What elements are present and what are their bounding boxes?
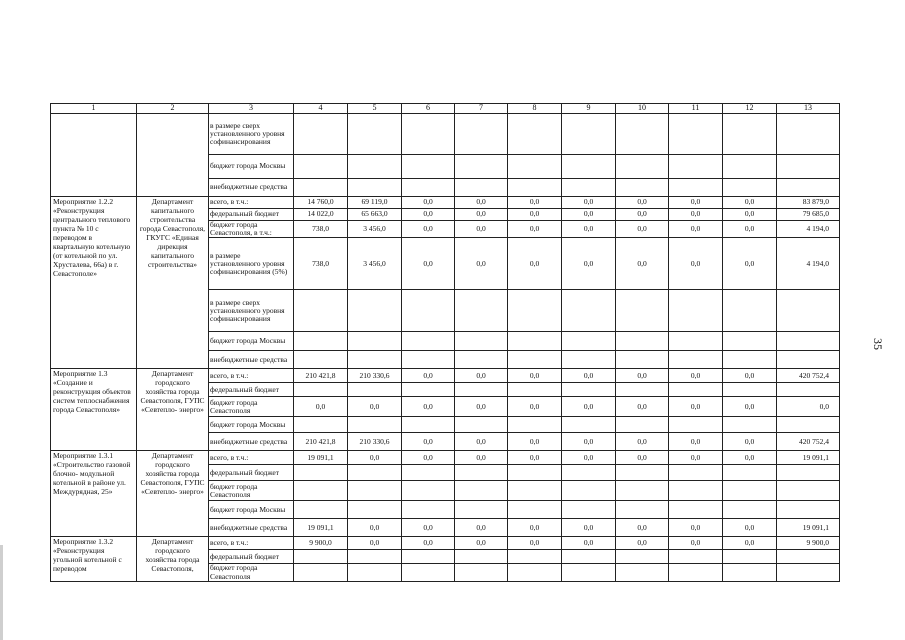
value-cell <box>777 290 840 332</box>
table-row <box>51 197 840 209</box>
table-row <box>51 537 840 550</box>
value-cell: 0,0 <box>723 238 777 290</box>
value-cell <box>294 417 348 433</box>
value-cell: 0,0 <box>616 369 669 383</box>
value-cell: 0,0 <box>508 197 562 209</box>
value-cell <box>294 155 348 179</box>
funding-source-cell: бюджет города Москвы <box>209 155 294 179</box>
header-cell: 13 <box>777 104 840 114</box>
value-cell: 0,0 <box>669 209 723 221</box>
value-cell <box>723 383 777 397</box>
value-cell: 0,0 <box>562 238 616 290</box>
value-cell: 79 685,0 <box>777 209 840 221</box>
value-cell <box>508 564 562 581</box>
value-cell: 0,0 <box>402 209 455 221</box>
value-cell <box>777 383 840 397</box>
header-cell: 1 <box>51 104 137 114</box>
value-cell <box>294 550 348 564</box>
value-cell <box>402 550 455 564</box>
value-cell: 0,0 <box>402 451 455 465</box>
value-cell: 0,0 <box>723 221 777 238</box>
value-cell: 0,0 <box>455 397 508 417</box>
value-cell: 0,0 <box>669 451 723 465</box>
value-cell: 0,0 <box>723 433 777 451</box>
value-cell: 0,0 <box>723 369 777 383</box>
value-cell <box>562 465 616 481</box>
table-row <box>51 451 840 465</box>
value-cell: 0,0 <box>616 519 669 537</box>
value-cell: 0,0 <box>455 197 508 209</box>
value-cell <box>348 550 402 564</box>
header-cell: 8 <box>508 104 562 114</box>
value-cell <box>616 417 669 433</box>
value-cell <box>348 465 402 481</box>
scan-edge-mark <box>0 545 3 640</box>
value-cell <box>669 501 723 519</box>
value-cell: 0,0 <box>402 397 455 417</box>
value-cell <box>616 114 669 155</box>
measure-title-cell: Мероприятие 1.3.1 «Строительство газовой блочно- модульной котельной в районе ул. Междурядная, 25» <box>51 451 137 537</box>
header-cell: 6 <box>402 104 455 114</box>
value-cell <box>348 481 402 501</box>
value-cell: 0,0 <box>723 537 777 550</box>
value-cell: 83 879,0 <box>777 197 840 209</box>
value-cell <box>402 155 455 179</box>
value-cell: 0,0 <box>669 369 723 383</box>
value-cell <box>562 383 616 397</box>
value-cell <box>723 155 777 179</box>
value-cell <box>777 550 840 564</box>
funding-source-cell: всего, в т.ч.: <box>209 537 294 550</box>
value-cell <box>723 564 777 581</box>
measure-title-cell: Мероприятие 1.3 «Создание и реконструкция объектов систем теплоснабжения города Севастополя» <box>51 369 137 451</box>
value-cell: 210 330,6 <box>348 433 402 451</box>
funding-source-cell: в размере сверх установленного уровня софинансирования <box>209 114 294 155</box>
value-cell <box>669 179 723 197</box>
value-cell <box>777 351 840 369</box>
value-cell <box>402 383 455 397</box>
value-cell <box>348 114 402 155</box>
value-cell: 0,0 <box>562 451 616 465</box>
value-cell: 0,0 <box>508 397 562 417</box>
value-cell: 0,0 <box>508 537 562 550</box>
value-cell <box>616 481 669 501</box>
executor-cell <box>137 114 209 197</box>
value-cell: 0,0 <box>616 433 669 451</box>
value-cell: 0,0 <box>455 433 508 451</box>
value-cell <box>723 179 777 197</box>
value-cell: 0,0 <box>562 433 616 451</box>
value-cell: 420 752,4 <box>777 369 840 383</box>
value-cell: 738,0 <box>294 238 348 290</box>
value-cell: 0,0 <box>669 433 723 451</box>
value-cell <box>616 550 669 564</box>
value-cell: 0,0 <box>616 197 669 209</box>
value-cell: 0,0 <box>402 238 455 290</box>
value-cell <box>508 550 562 564</box>
value-cell: 14 022,0 <box>294 209 348 221</box>
value-cell: 0,0 <box>455 209 508 221</box>
value-cell <box>669 114 723 155</box>
value-cell: 210 421,8 <box>294 433 348 451</box>
value-cell: 0,0 <box>348 397 402 417</box>
value-cell <box>508 114 562 155</box>
value-cell <box>616 383 669 397</box>
value-cell <box>508 501 562 519</box>
value-cell: 0,0 <box>348 451 402 465</box>
value-cell <box>508 481 562 501</box>
value-cell <box>402 417 455 433</box>
value-cell <box>402 501 455 519</box>
funding-source-cell: всего, в т.ч.: <box>209 451 294 465</box>
value-cell <box>616 332 669 351</box>
value-cell <box>616 465 669 481</box>
funding-source-cell: бюджет города Москвы <box>209 501 294 519</box>
value-cell: 0,0 <box>669 519 723 537</box>
value-cell: 9 900,0 <box>294 537 348 550</box>
value-cell: 0,0 <box>562 537 616 550</box>
value-cell <box>669 417 723 433</box>
value-cell: 69 119,0 <box>348 197 402 209</box>
value-cell: 3 456,0 <box>348 221 402 238</box>
value-cell <box>777 114 840 155</box>
value-cell <box>455 501 508 519</box>
value-cell: 3 456,0 <box>348 238 402 290</box>
value-cell <box>669 564 723 581</box>
value-cell: 19 091,1 <box>294 451 348 465</box>
value-cell: 210 330,6 <box>348 369 402 383</box>
header-cell: 12 <box>723 104 777 114</box>
value-cell <box>777 155 840 179</box>
value-cell <box>455 351 508 369</box>
value-cell <box>508 465 562 481</box>
funding-source-cell: бюджет города Севастополя <box>209 481 294 501</box>
value-cell <box>616 155 669 179</box>
value-cell: 0,0 <box>669 537 723 550</box>
measure-title-cell: Мероприятие 1.2.2 «Реконструкция центрального теплового пункта № 10 с переводом в квартальную котельную (от котельной по ул. Хрусталева, 66а) в г. Севастополе» <box>51 197 137 369</box>
value-cell: 0,0 <box>616 397 669 417</box>
funding-source-cell: в размере сверх установленного уровня софинансирования <box>209 290 294 332</box>
value-cell <box>294 564 348 581</box>
value-cell: 0,0 <box>562 369 616 383</box>
funding-source-cell: бюджет города Москвы <box>209 417 294 433</box>
value-cell <box>777 501 840 519</box>
value-cell <box>294 351 348 369</box>
value-cell <box>616 501 669 519</box>
value-cell: 420 752,4 <box>777 433 840 451</box>
funding-source-cell: бюджет города Севастополя <box>209 397 294 417</box>
value-cell <box>294 481 348 501</box>
funding-source-cell: внебюджетные средства <box>209 179 294 197</box>
measure-title-cell <box>51 114 137 197</box>
value-cell <box>402 179 455 197</box>
funding-source-cell: федеральный бюджет <box>209 383 294 397</box>
value-cell <box>455 114 508 155</box>
value-cell <box>294 114 348 155</box>
value-cell <box>723 351 777 369</box>
value-cell: 0,0 <box>455 238 508 290</box>
table-row <box>51 114 840 155</box>
value-cell <box>616 290 669 332</box>
executor-cell: Департамент городского хозяйства города Севастополя, ГУПС «Севтепло- энерго» <box>137 369 209 451</box>
value-cell: 0,0 <box>508 519 562 537</box>
value-cell <box>402 351 455 369</box>
header-cell: 2 <box>137 104 209 114</box>
funding-source-cell: внебюджетные средства <box>209 351 294 369</box>
value-cell: 0,0 <box>402 537 455 550</box>
value-cell: 0,0 <box>455 519 508 537</box>
value-cell <box>455 481 508 501</box>
value-cell: 0,0 <box>669 238 723 290</box>
table-row <box>51 369 840 383</box>
value-cell <box>562 481 616 501</box>
value-cell <box>777 465 840 481</box>
value-cell <box>402 564 455 581</box>
value-cell <box>723 465 777 481</box>
value-cell: 0,0 <box>723 197 777 209</box>
value-cell <box>723 290 777 332</box>
budget-table <box>50 103 840 582</box>
value-cell <box>508 290 562 332</box>
value-cell <box>669 351 723 369</box>
value-cell <box>616 564 669 581</box>
funding-source-cell: федеральный бюджет <box>209 209 294 221</box>
value-cell: 0,0 <box>348 519 402 537</box>
value-cell: 0,0 <box>616 238 669 290</box>
value-cell <box>508 417 562 433</box>
value-cell <box>402 465 455 481</box>
funding-source-cell: всего, в т.ч.: <box>209 197 294 209</box>
value-cell <box>562 332 616 351</box>
value-cell <box>348 417 402 433</box>
header-cell: 11 <box>669 104 723 114</box>
funding-source-cell: федеральный бюджет <box>209 550 294 564</box>
value-cell: 0,0 <box>562 519 616 537</box>
funding-source-cell: бюджет города Севастополя, в т.ч.: <box>209 221 294 238</box>
value-cell <box>348 155 402 179</box>
value-cell <box>616 179 669 197</box>
value-cell <box>777 332 840 351</box>
header-cell: 5 <box>348 104 402 114</box>
value-cell <box>455 550 508 564</box>
funding-source-cell: бюджет города Севастополя <box>209 564 294 581</box>
value-cell: 0,0 <box>777 397 840 417</box>
value-cell: 0,0 <box>616 451 669 465</box>
header-cell: 10 <box>616 104 669 114</box>
value-cell <box>723 114 777 155</box>
value-cell: 210 421,8 <box>294 369 348 383</box>
value-cell <box>777 417 840 433</box>
value-cell <box>402 290 455 332</box>
value-cell: 9 900,0 <box>777 537 840 550</box>
value-cell: 0,0 <box>508 209 562 221</box>
value-cell: 0,0 <box>616 537 669 550</box>
value-cell: 0,0 <box>723 209 777 221</box>
header-cell: 3 <box>209 104 294 114</box>
value-cell <box>562 501 616 519</box>
value-cell: 738,0 <box>294 221 348 238</box>
value-cell <box>294 501 348 519</box>
table-header-row <box>51 104 840 114</box>
measure-title-cell: Мероприятие 1.3.2 «Реконструкция угольной котельной с переводом <box>51 537 137 581</box>
executor-cell: Департамент капитального строительства города Севастополя, ГКУГС «Единая дирекция капитального строительства» <box>137 197 209 369</box>
value-cell <box>294 332 348 351</box>
value-cell: 0,0 <box>508 238 562 290</box>
funding-source-cell: внебюджетные средства <box>209 519 294 537</box>
value-cell <box>562 290 616 332</box>
value-cell <box>723 501 777 519</box>
value-cell <box>723 332 777 351</box>
value-cell <box>455 417 508 433</box>
value-cell: 14 760,0 <box>294 197 348 209</box>
executor-cell: Департамент городского хозяйства города Севастополя, ГУПС «Севтепло- энерго» <box>137 451 209 537</box>
value-cell <box>455 465 508 481</box>
funding-source-cell: федеральный бюджет <box>209 465 294 481</box>
value-cell <box>562 417 616 433</box>
value-cell <box>348 501 402 519</box>
page-number: 35 <box>871 338 885 350</box>
funding-source-cell: всего, в т.ч.: <box>209 369 294 383</box>
value-cell: 0,0 <box>669 197 723 209</box>
value-cell <box>348 332 402 351</box>
value-cell <box>562 550 616 564</box>
value-cell <box>777 179 840 197</box>
value-cell <box>455 383 508 397</box>
value-cell: 0,0 <box>723 397 777 417</box>
value-cell <box>402 114 455 155</box>
value-cell <box>562 564 616 581</box>
value-cell <box>348 383 402 397</box>
value-cell <box>508 179 562 197</box>
value-cell: 0,0 <box>455 537 508 550</box>
value-cell: 0,0 <box>402 221 455 238</box>
header-cell: 4 <box>294 104 348 114</box>
value-cell: 0,0 <box>508 221 562 238</box>
value-cell: 0,0 <box>455 451 508 465</box>
value-cell <box>669 465 723 481</box>
header-cell: 9 <box>562 104 616 114</box>
value-cell: 0,0 <box>616 209 669 221</box>
value-cell <box>294 383 348 397</box>
value-cell <box>723 481 777 501</box>
value-cell <box>402 481 455 501</box>
value-cell <box>508 351 562 369</box>
value-cell <box>562 155 616 179</box>
value-cell <box>723 417 777 433</box>
value-cell: 0,0 <box>348 537 402 550</box>
value-cell <box>508 383 562 397</box>
value-cell: 0,0 <box>294 397 348 417</box>
value-cell: 0,0 <box>508 433 562 451</box>
value-cell <box>723 550 777 564</box>
value-cell <box>455 155 508 179</box>
value-cell <box>508 332 562 351</box>
value-cell: 0,0 <box>562 221 616 238</box>
value-cell: 4 194,0 <box>777 238 840 290</box>
value-cell: 0,0 <box>616 221 669 238</box>
funding-source-cell: бюджет города Москвы <box>209 332 294 351</box>
value-cell: 4 194,0 <box>777 221 840 238</box>
value-cell <box>294 465 348 481</box>
table-body <box>51 104 840 582</box>
value-cell <box>777 481 840 501</box>
value-cell: 19 091,1 <box>294 519 348 537</box>
header-cell: 7 <box>455 104 508 114</box>
value-cell: 0,0 <box>402 369 455 383</box>
value-cell <box>562 179 616 197</box>
value-cell <box>402 332 455 351</box>
executor-cell: Департамент городского хозяйства города Севастополя, <box>137 537 209 581</box>
value-cell <box>777 564 840 581</box>
value-cell: 0,0 <box>562 209 616 221</box>
value-cell <box>455 332 508 351</box>
value-cell <box>348 564 402 581</box>
value-cell: 0,0 <box>723 519 777 537</box>
value-cell <box>455 179 508 197</box>
value-cell <box>294 290 348 332</box>
value-cell <box>616 351 669 369</box>
value-cell <box>669 332 723 351</box>
value-cell: 0,0 <box>402 519 455 537</box>
value-cell <box>669 290 723 332</box>
value-cell <box>348 351 402 369</box>
value-cell: 19 091,1 <box>777 519 840 537</box>
value-cell: 0,0 <box>455 369 508 383</box>
value-cell: 0,0 <box>508 451 562 465</box>
value-cell <box>348 290 402 332</box>
value-cell: 0,0 <box>723 451 777 465</box>
value-cell <box>455 290 508 332</box>
value-cell <box>508 155 562 179</box>
value-cell: 0,0 <box>562 197 616 209</box>
value-cell <box>669 481 723 501</box>
value-cell <box>669 550 723 564</box>
funding-source-cell: в размере установленного уровня софинансирования (5%) <box>209 238 294 290</box>
value-cell: 0,0 <box>669 397 723 417</box>
value-cell: 19 091,1 <box>777 451 840 465</box>
value-cell <box>455 564 508 581</box>
value-cell: 0,0 <box>562 397 616 417</box>
value-cell <box>669 383 723 397</box>
value-cell <box>562 351 616 369</box>
value-cell: 0,0 <box>669 221 723 238</box>
value-cell <box>562 114 616 155</box>
funding-source-cell: внебюджетные средства <box>209 433 294 451</box>
value-cell <box>294 179 348 197</box>
value-cell: 0,0 <box>455 221 508 238</box>
value-cell: 0,0 <box>508 369 562 383</box>
value-cell: 0,0 <box>402 433 455 451</box>
value-cell <box>348 179 402 197</box>
value-cell <box>669 155 723 179</box>
value-cell: 65 663,0 <box>348 209 402 221</box>
value-cell: 0,0 <box>402 197 455 209</box>
